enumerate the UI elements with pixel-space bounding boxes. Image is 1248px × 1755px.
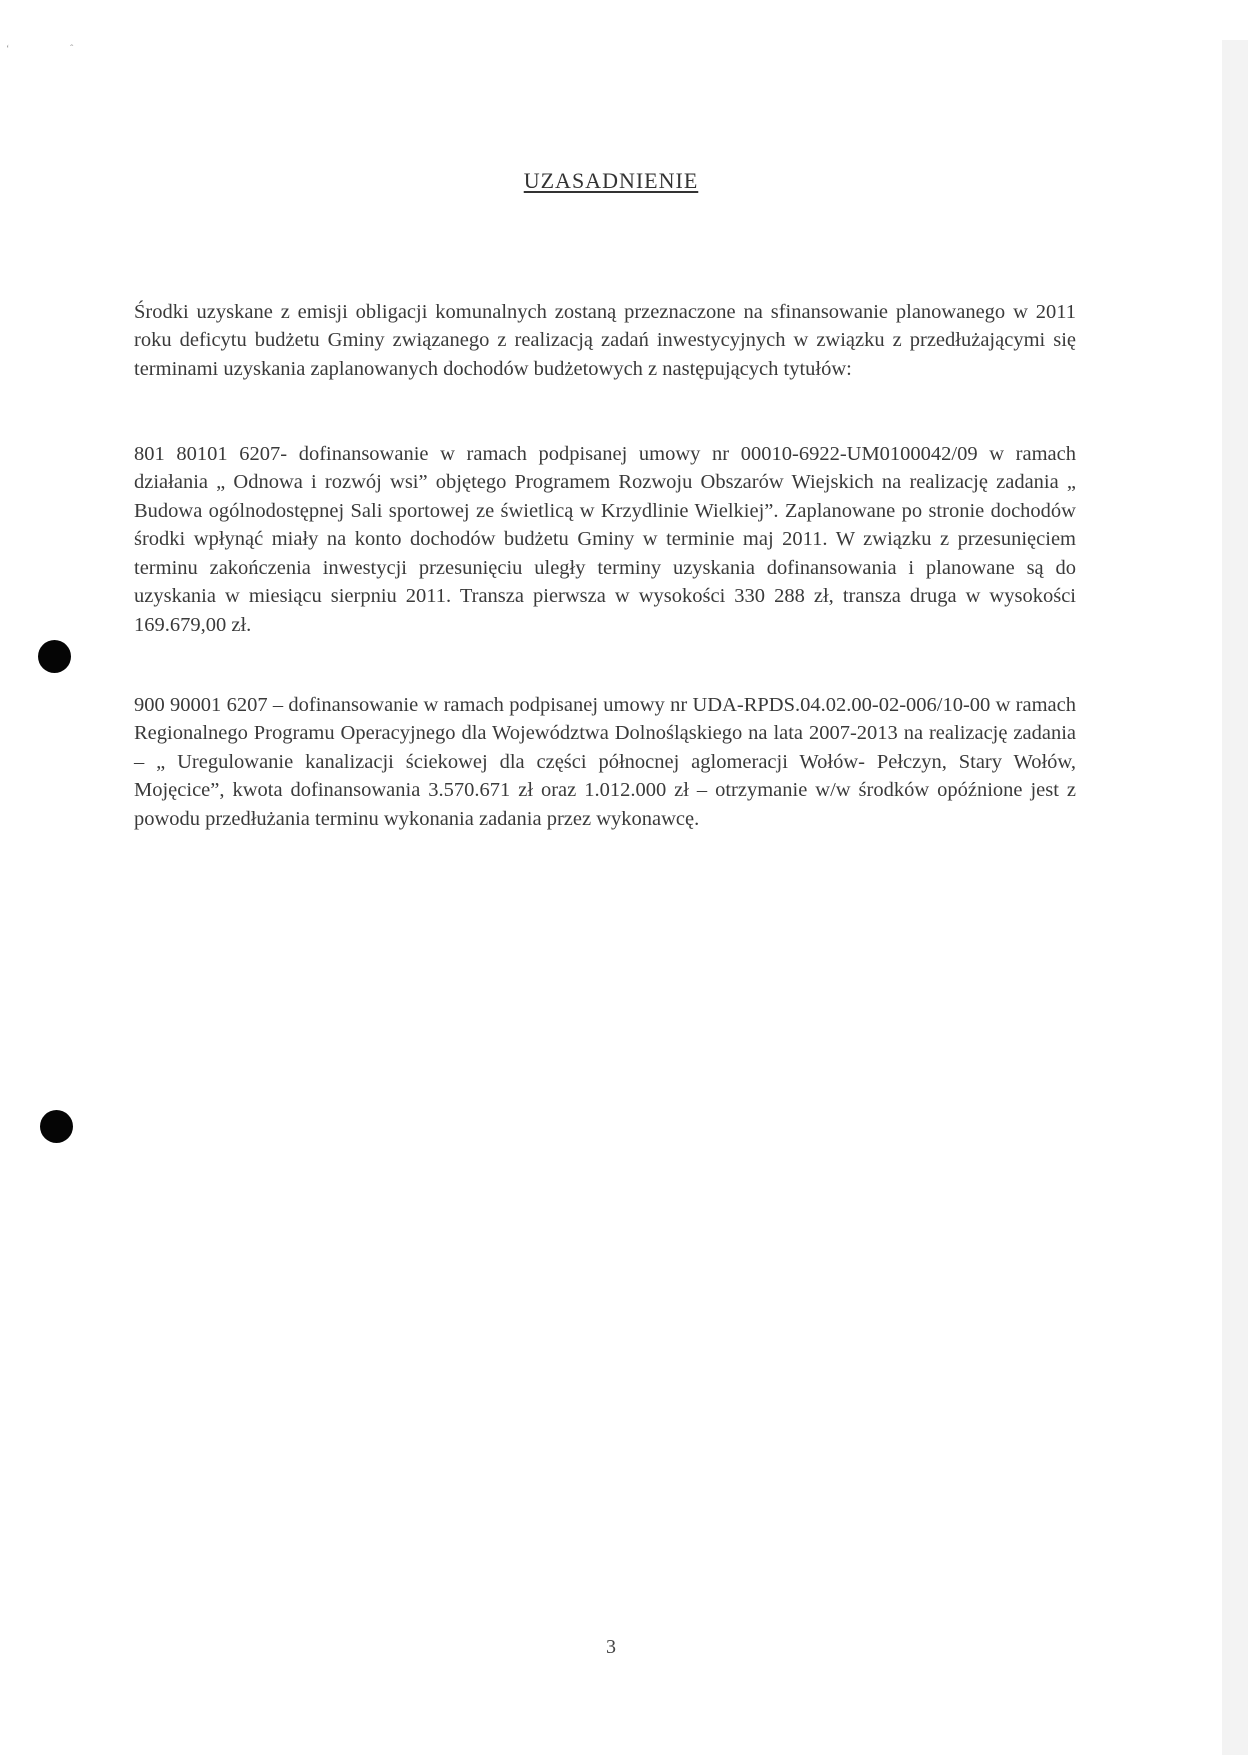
page-number: 3 <box>606 1636 616 1658</box>
paragraph-900: 900 90001 6207 – dofinansowanie w ramach podpisanej umowy nr UDA-RPDS.04.02.00-02-006/10-00 w ramach Regionalnego Programu Operacyjnego dla Województwa Dolnośląskiego na lata 2007-2013 na realizację zadania – „ Uregulowanie kanalizacji ściekowej dla części północnej aglomeracji Wołów- Pełczyn, Stary Wołów, Mojęcice”, kwota dofinansowania 3.570.671 zł oraz 1.012.000 zł – otrzymanie w/w środków opóźnione jest z powodu przedłużania terminu wykonania zadania przez wykonawcę. <box>134 693 1076 830</box>
paragraph-801: 801 80101 6207- dofinansowanie w ramach podpisanej umowy nr 00010-6922-UM0100042/09 w ramach działania „ Odnowa i rozwój wsi” objętego Programem Rozwoju Obszarów Wiejskich na realizację zadania „ Budowa ogólnodostępnej Sali sportowej ze świetlicą w Krzydlinie Wielkiej”. Zaplanowane po stronie dochodów środki wpłynąć miały na konto dochodów budżetu Gminy w terminie maj 2011. W związku z przesunięciem terminu zakończenia inwestycji przesunięciu uległy terminy uzyskania dofinansowania i planowane są do uzyskania w miesiącu sierpniu 2011. Transza pierwsza w wysokości 330 288 zł, transza druga w wysokości 169.679,00 zł. <box>134 442 1076 636</box>
paragraph-intro: Środki uzyskane z emisji obligacji komunalnych zostaną przeznaczone na sfinansowanie planowanego w 2011 roku deficytu budżetu Gminy związanego z realizacją zadań inwestycyjnych w związku z przedłużającymi się terminami uzyskania zaplanowanych dochodów budżetowych z następujących tytułów: <box>134 300 1076 380</box>
scan-artifact: ˆ <box>70 44 74 55</box>
scan-edge <box>1222 40 1248 1755</box>
document-title: UZASADNIENIE <box>523 168 699 193</box>
punch-hole <box>40 1110 73 1143</box>
scan-artifact: ʻ <box>6 44 10 55</box>
punch-hole <box>38 640 71 673</box>
